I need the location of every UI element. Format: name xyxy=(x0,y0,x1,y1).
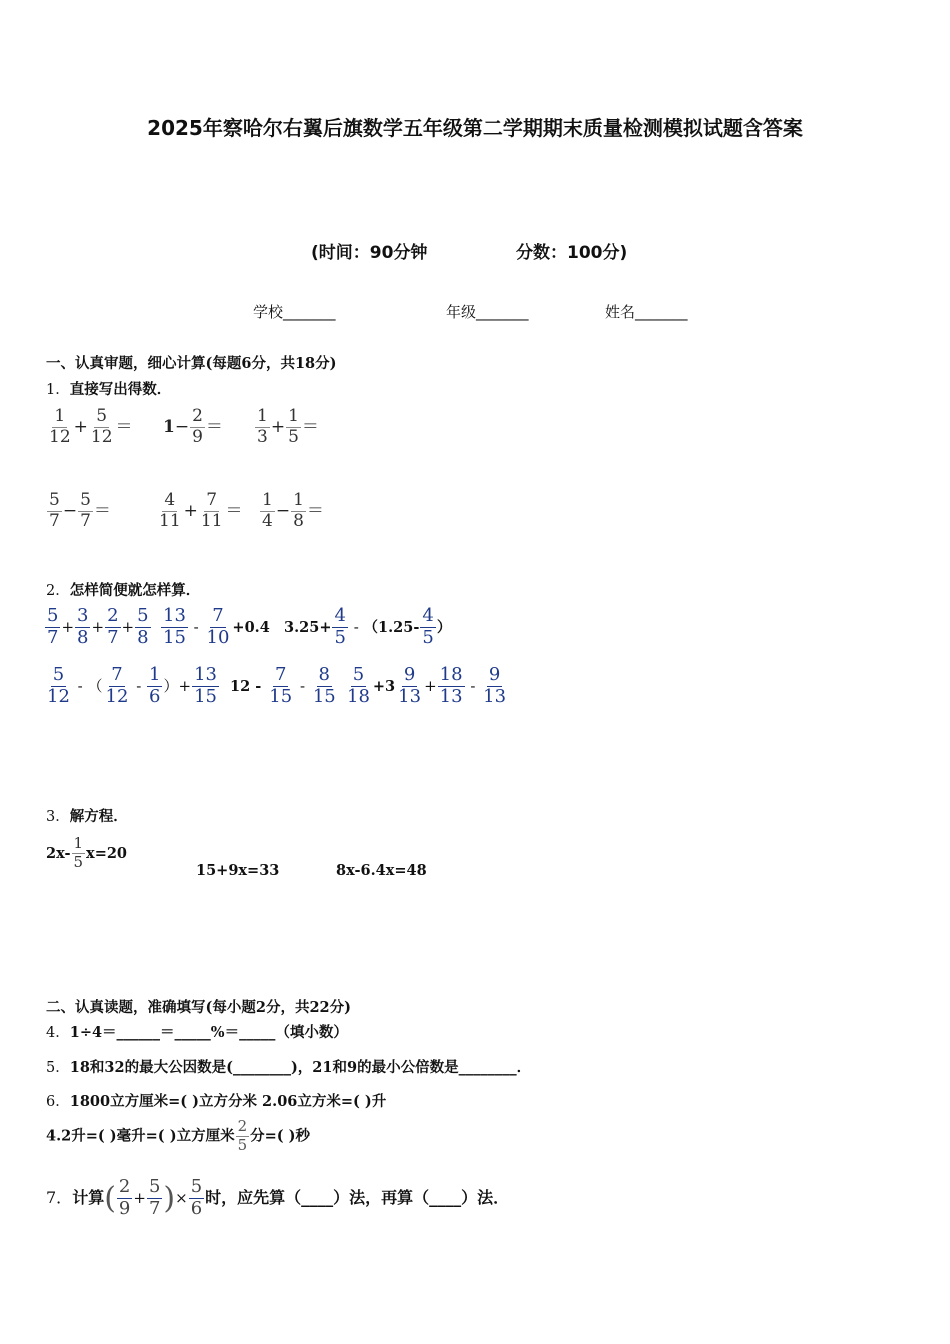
question-6-line-2: 4.2升=( )毫升=( )立方厘米 $\frac{2}{5}$ 分=( )秒 xyxy=(46,1117,311,1154)
question-number: 3． xyxy=(46,809,70,825)
mental-math-item: $\frac{5}{7}$ − $\frac{5}{7}$ ＝ xyxy=(49,490,111,531)
school-field[interactable]: 学校_______ xyxy=(253,303,336,321)
question-2 xyxy=(46,579,200,600)
question-text: 计算 xyxy=(72,1187,105,1207)
question-text: 18和32的最大公因数是(________)，21和9的最小公倍数是________． xyxy=(69,1059,532,1076)
question-number: 5． xyxy=(46,1060,70,1076)
question-text: 1800立方厘米=( )立方分米 2.06立方米=( )升 xyxy=(69,1093,387,1110)
question-4 xyxy=(46,1021,348,1042)
equation-item: 2x- $\frac{1}{5}$ x=20 xyxy=(46,834,128,871)
question-7: 7．计算( $\frac{2}{9}$ + $\frac{5}{7}$ )× $\frac{5}{6}$ 时，应先算（____）法，再算（____）法． xyxy=(46,1176,510,1219)
question-text: 1÷4＝______＝_____%＝_____（填小数） xyxy=(69,1024,348,1041)
calc-item: 12 - $\frac{7}{15}$ - $\frac{8}{15}$ xyxy=(230,664,336,707)
question-text: 分=( )秒 xyxy=(250,1127,311,1145)
question-number: 2． xyxy=(46,583,70,599)
page-title: 2025年察哈尔右翼后旗数学五年级第二学期期末质量检测模拟试题含答案 xyxy=(147,116,803,140)
equation-item: 15+9x=33 xyxy=(196,862,280,879)
calc-item: $\frac{13}{15}$ - $\frac{7}{10}$ +0.4 xyxy=(163,605,270,648)
grade-field[interactable]: 年级_______ xyxy=(446,303,529,321)
calc-item: $\frac{5}{12}$ - （ $\frac{7}{12}$ - $\frac{1}{6}$ ）+ $\frac{13}{15}$ xyxy=(47,664,217,707)
question-text: 时，应先算（____）法，再算（____）法． xyxy=(205,1187,510,1207)
time-label: (时间：90分钟 xyxy=(311,243,428,263)
question-number: 6． xyxy=(46,1094,70,1110)
mental-math-item: $\frac{1}{4}$ − $\frac{1}{8}$ ＝ xyxy=(262,490,324,531)
question-text: 解方程． xyxy=(69,808,128,825)
question-6 xyxy=(46,1090,386,1111)
question-number: 4． xyxy=(46,1025,70,1041)
mental-math-item: $\frac{1}{3}$ + $\frac{1}{5}$ ＝ xyxy=(257,406,319,447)
section-2-heading: 二、认真读题，准确填写(每小题2分，共22分) xyxy=(46,999,351,1016)
question-text: 直接写出得数． xyxy=(69,381,172,398)
calc-item: $\frac{5}{7}$ + $\frac{3}{8}$ + $\frac{2}{7}$ + $\frac{5}{8}$ xyxy=(47,605,149,648)
question-3 xyxy=(46,805,128,826)
mental-math-item: $\frac{1}{12}$ + $\frac{5}{12}$ ＝ xyxy=(49,406,133,447)
name-field[interactable]: 姓名_______ xyxy=(605,303,688,321)
question-number: 1． xyxy=(46,382,70,398)
calc-item: 3.25+ $\frac{4}{5}$ - （1.25- $\frac{4}{5}$ ） xyxy=(284,605,452,648)
question-text: 4.2升=( )毫升=( )立方厘米 xyxy=(46,1127,235,1145)
section-1-heading: 一、认真审题，细心计算(每题6分，共18分) xyxy=(46,355,337,372)
question-number: 7． xyxy=(46,1187,73,1207)
question-5 xyxy=(46,1056,531,1077)
question-1 xyxy=(46,378,171,399)
mental-math-item: 1− $\frac{2}{9}$ ＝ xyxy=(163,406,223,447)
calc-item: $\frac{5}{18}$ +3 $\frac{9}{13}$ + $\frac{18}{13}$ - $\frac{9}{13}$ xyxy=(347,664,507,707)
mental-math-item: $\frac{4}{11}$ + $\frac{7}{11}$ ＝ xyxy=(159,490,243,531)
equation-item: 8x-6.4x=48 xyxy=(336,862,427,879)
score-label: 分数：100分) xyxy=(516,243,628,263)
question-text: 怎样简便就怎样算． xyxy=(69,582,201,599)
